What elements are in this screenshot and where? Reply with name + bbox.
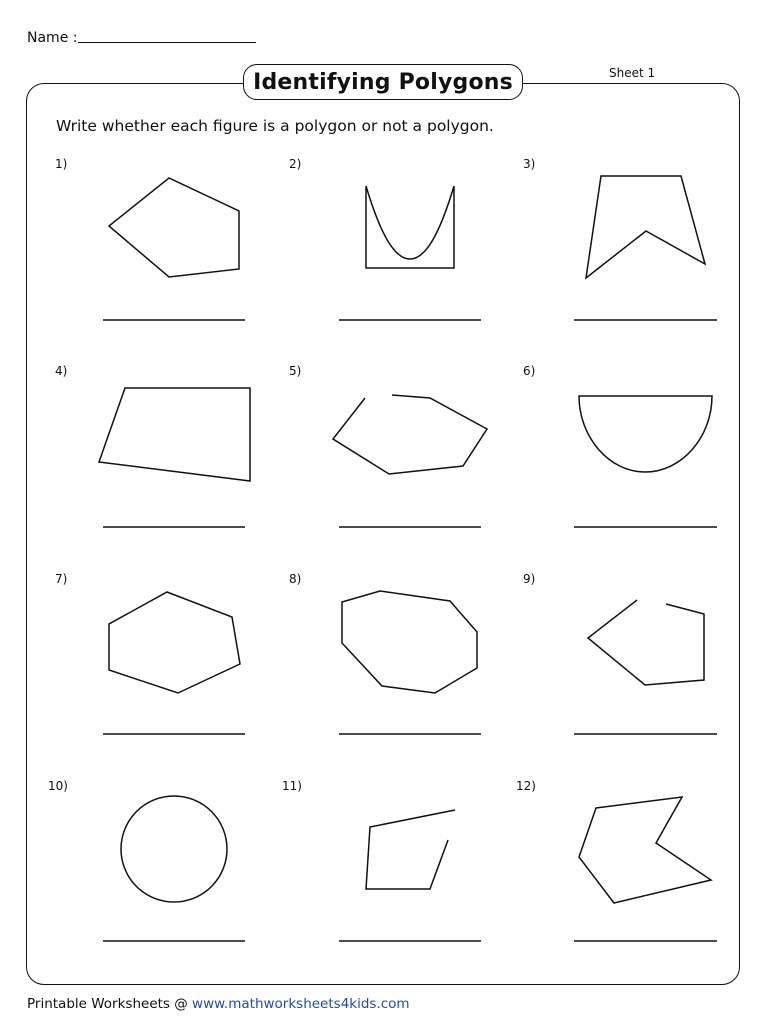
figure-3-notched-shape (586, 176, 705, 278)
problem-number-6: 6) (523, 364, 536, 378)
figure-12-concave-hexagon (579, 797, 711, 903)
figure-2-open-curve (366, 186, 454, 268)
problem-number-9: 9) (523, 572, 536, 586)
problem-number-4: 4) (55, 364, 68, 378)
figure-5-gapped-hexagon (333, 395, 487, 474)
figure-7-hexagon (109, 592, 240, 693)
figure-1-pentagon (109, 178, 239, 277)
problem-number-3: 3) (523, 157, 536, 171)
figure-11-open-quadrilateral (366, 810, 455, 889)
sheet-label: Sheet 1 (609, 66, 656, 80)
figure-10-circle (121, 796, 227, 902)
problem-number-5: 5) (289, 364, 302, 378)
problem-number-8: 8) (289, 572, 302, 586)
problem-number-7: 7) (55, 572, 68, 586)
footer (27, 996, 410, 1012)
problem-number-11: 11) (282, 779, 302, 793)
name-label: Name : (27, 30, 78, 46)
problem-number-1: 1) (55, 157, 68, 171)
figure-4-quadrilateral (99, 388, 250, 481)
worksheet-title: Identifying Polygons (253, 69, 513, 95)
figure-9-gapped-pentagon (588, 600, 704, 685)
problem-number-2: 2) (289, 157, 302, 171)
instructions: Write whether each figure is a polygon or not a polygon. (56, 117, 494, 135)
footer-text: Printable Worksheets @ (27, 996, 193, 1012)
figure-8-octagon (342, 591, 477, 693)
figure-6-semicircle (579, 396, 712, 472)
problem-number-10: 10) (48, 779, 68, 793)
problem-number-12: 12) (516, 779, 536, 793)
footer-link[interactable]: www.mathworksheets4kids.com (192, 996, 410, 1012)
